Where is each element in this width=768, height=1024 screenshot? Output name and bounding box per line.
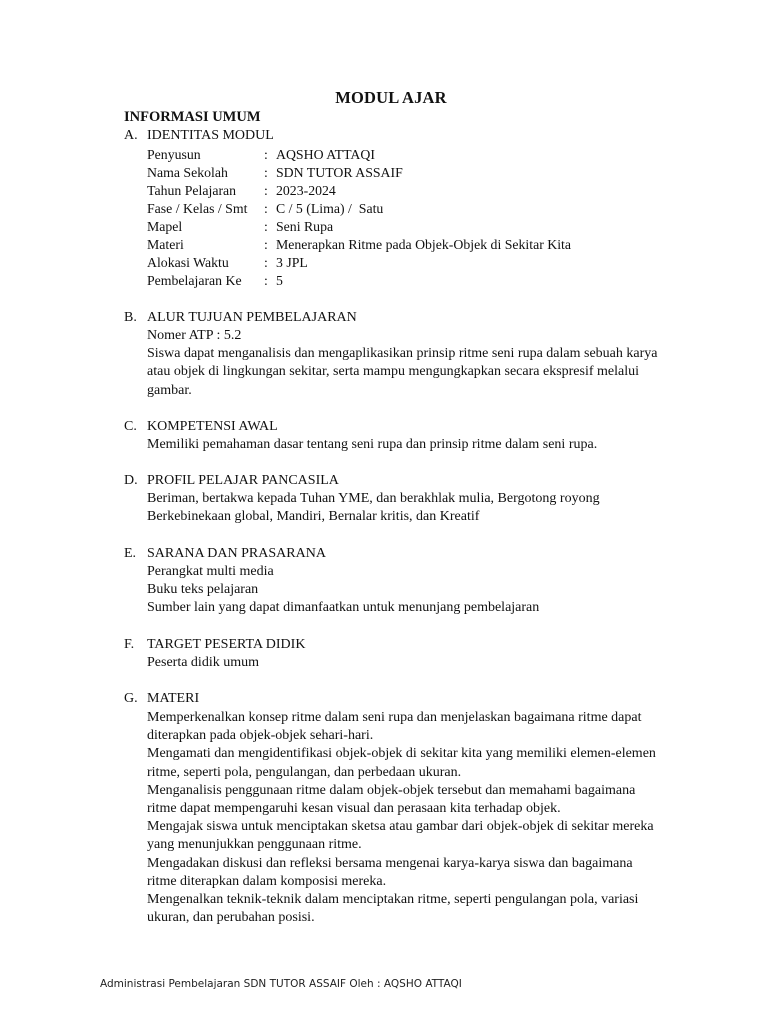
body-line: yang menunjukkan penggunaan ritme. [147,837,362,853]
section-e-title: SARANA DAN PRASARANA [147,546,326,561]
body-line: ritme dapat mempengaruhi kesan visual dan perasaan kita terhadap objek. [147,801,561,817]
identity-value: 3 JPL [276,255,308,270]
identity-label: Fase / Kelas / Smt [147,201,248,216]
body-line: atau objek di lingkungan sekitar, serta mampu mengungkapkan secara ekspresif melalui [147,364,640,380]
identity-label: Alokasi Waktu [147,255,229,270]
identity-value: Seni Rupa [276,219,334,234]
body-line: Memperkenalkan konsep ritme dalam seni rupa dan menjelaskan bagaimana ritme dapat [147,710,642,725]
body-line: Siswa dapat menganalisis dan mengaplikasikan prinsip ritme seni rupa dalam sebuah karya [147,346,658,362]
body-line: Mengenalkan teknik-teknik dalam menciptakan ritme, seperti pengulangan pola, variasi [147,892,639,908]
section-c-title: KOMPETENSI AWAL [147,419,278,434]
identity-label: Pembelajaran Ke [147,273,242,288]
body-line: Memiliki pemahaman dasar tentang seni rupa dan prinsip ritme dalam seni rupa. [147,437,598,452]
page-footer: Administrasi Pembelajaran SDN TUTOR ASSAIF Oleh : AQSHO ATTAQI [100,978,462,990]
section-e-body [147,563,667,618]
section-g-body [147,709,667,927]
body-line: diterapkan pada objek-objek sehari-hari. [147,728,374,744]
body-line: Berkebinekaan global, Mandiri, Bernalar kritis, dan Kreatif [147,509,480,525]
section-g-letter: G. [124,691,138,706]
identity-label: Nama Sekolah [147,165,228,180]
section-b-title: ALUR TUJUAN PEMBELAJARAN [147,310,357,325]
section-d-title: PROFIL PELAJAR PANCASILA [147,473,339,488]
section-f-body [147,654,667,672]
section-g-title: MATERI [147,691,200,706]
section-b-letter: B. [124,310,137,325]
body-line: Perangkat multi media [147,564,274,579]
body-line: gambar. [147,382,192,398]
identity-value: AQSHO ATTAQI [276,147,375,162]
body-line: Nomer ATP : 5.2 [147,328,242,343]
section-b-body [147,327,667,400]
identity-value: C / 5 (Lima) / Satu [276,201,384,216]
body-line: Peserta didik umum [147,655,259,670]
identity-row: Alokasi Waktu : 3 JPL [147,255,308,270]
identity-label: Mapel [147,219,183,234]
section-c-body [147,436,667,454]
identity-value: 5 [276,273,283,288]
section-heading-informasi-umum: INFORMASI UMUM [124,109,261,125]
body-line: Menganalisis penggunaan ritme dalam objek-objek tersebut dan memahami bagaimana [147,782,636,798]
identity-label: Materi [147,237,184,252]
identity-row: Mapel : Seni Rupa [147,219,334,234]
body-line: Beriman, bertakwa kepada Tuhan YME, dan berakhlak mulia, Bergotong royong [147,491,600,506]
section-f-title: TARGET PESERTA DIDIK [147,637,306,652]
body-line: ukuran, dan perubahan posisi. [147,910,315,926]
identity-row: Pembelajaran Ke : 5 [147,273,283,288]
body-line: Mengadakan diskusi dan refleksi bersama mengenai karya-karya siswa dan bagaimana [147,855,633,871]
body-line: Mengajak siswa untuk menciptakan sketsa atau gambar dari objek-objek di sekitar mereka [147,819,654,835]
section-d-letter: D. [124,473,138,488]
section-d-body [147,490,667,526]
identity-value: 2023-2024 [276,183,336,198]
identity-row: Tahun Pelajaran : 2023-2024 [147,183,336,198]
section-c-letter: C. [124,419,137,434]
identity-label: Tahun Pelajaran [147,183,237,198]
identity-value: Menerapkan Ritme pada Objek-Objek di Sekitar Kita [276,237,572,252]
identity-row: Penyusun : AQSHO ATTAQI [147,147,375,162]
section-a-letter: A. [124,128,138,143]
identity-row: Nama Sekolah : SDN TUTOR ASSAIF [147,165,403,180]
section-e-letter: E. [124,546,137,561]
identity-row: Materi : Menerapkan Ritme pada Objek-Objek di Sekitar Kita [147,237,572,252]
identity-label: Penyusun [147,147,201,162]
body-line: Mengamati dan mengidentifikasi objek-objek di sekitar kita yang memiliki elemen-elemen [147,746,656,762]
body-line: ritme, seperti pola, pengulangan, dan perbedaan ukuran. [147,764,462,780]
body-line: ritme diterapkan dalam komposisi mereka. [147,873,387,889]
section-a-title: IDENTITAS MODUL [147,128,274,143]
body-line: Sumber lain yang dapat dimanfaatkan untuk menunjang pembelajaran [147,600,540,616]
body-line: Buku teks pelajaran [147,582,259,598]
identity-row: Fase / Kelas / Smt : C / 5 (Lima) / Satu [147,201,384,216]
identity-value: SDN TUTOR ASSAIF [276,165,403,180]
section-f-letter: F. [124,637,135,652]
document-title: MODUL AJAR [335,88,447,107]
